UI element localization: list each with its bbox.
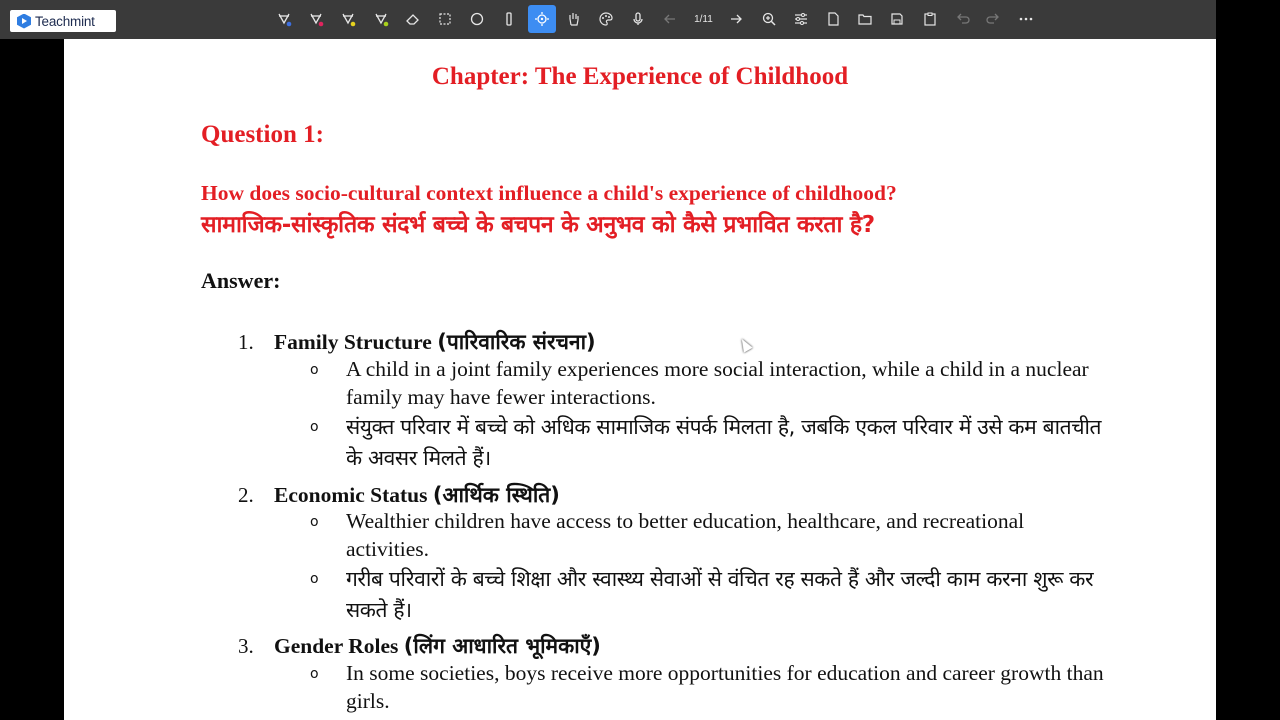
bullet-item — [310, 507, 1110, 563]
teachmint-logo — [10, 10, 116, 32]
bullet-text: गरीब परिवारों के बच्चे शिक्षा और स्वास्थ्य सेवाओं से वंचित रह सकते हैं और जल्दी काम करना शुरू कर सकते हैं। — [346, 567, 1094, 622]
pen-blue-icon[interactable] — [270, 5, 298, 33]
list-item-heading — [274, 632, 601, 660]
zoom-icon[interactable] — [755, 5, 783, 33]
list-item-heading-hi: (लिंग आधारित भूमिकाएँ) — [403, 634, 601, 658]
list-item-gender-roles — [238, 632, 601, 660]
palette-icon[interactable] — [592, 5, 620, 33]
highlighter-green-icon[interactable] — [367, 5, 395, 33]
next-page-icon[interactable] — [722, 5, 750, 33]
bullet-marker: o — [310, 362, 319, 378]
bullet-marker: o — [310, 571, 319, 587]
clipboard-icon[interactable] — [916, 5, 944, 33]
bullet-text: संयुक्त परिवार में बच्चे को अधिक सामाजिक संपर्क मिलता है, जबकि एकल परिवार में उसे कम बातचीत के अवसर मिलते हैं। — [346, 415, 1102, 470]
select-rect-icon[interactable] — [431, 5, 459, 33]
microphone-icon[interactable] — [624, 5, 652, 33]
prev-page-icon[interactable] — [656, 5, 684, 33]
answer-label: Answer: — [201, 268, 281, 293]
annotation-toolbar — [270, 5, 1044, 33]
bullet-item — [310, 412, 1110, 474]
question-heading: Question 1: — [201, 121, 324, 148]
list-item-heading-en: Family Structure — [274, 330, 438, 354]
bullet-marker: o — [310, 514, 319, 530]
settings-sliders-icon[interactable] — [787, 5, 815, 33]
document-page — [64, 39, 1216, 720]
pen-red-icon[interactable] — [302, 5, 330, 33]
highlighter-yellow-icon[interactable] — [334, 5, 362, 33]
bullet-item — [310, 355, 1110, 411]
bullet-marker: o — [310, 419, 319, 435]
bullet-text: In some societies, boys receive more opportunities for education and career growth than girls. — [346, 661, 1104, 713]
bullet-marker: o — [310, 666, 319, 682]
bullet-item — [310, 659, 1110, 715]
list-item-number: 3. — [238, 634, 254, 658]
undo-icon[interactable] — [948, 5, 976, 33]
list-item-economic-status — [238, 481, 560, 509]
bullet-text: A child in a joint family experiences more social interaction, while a child in a nuclear family may have fewer interactions. — [346, 357, 1089, 409]
page-counter: 1/11 — [694, 13, 713, 25]
logo-text: Teachmint — [35, 13, 95, 29]
list-item-heading — [274, 481, 560, 509]
bullet-item — [310, 564, 1110, 626]
redo-icon[interactable] — [980, 5, 1008, 33]
mouse-cursor-icon — [737, 336, 752, 352]
shape-circle-icon[interactable] — [463, 5, 491, 33]
new-page-icon[interactable] — [819, 5, 847, 33]
save-icon[interactable] — [883, 5, 911, 33]
question-text-hindi: सामाजिक-सांस्कृतिक संदर्भ बच्चे के बचपन के अनुभव को कैसे प्रभावित करता है? — [201, 212, 875, 238]
top-toolbar — [0, 0, 1216, 39]
eraser-icon[interactable] — [399, 5, 427, 33]
bullet-text: Wealthier children have access to better education, healthcare, and recreational activities. — [346, 509, 1025, 561]
list-item-heading-en: Gender Roles — [274, 634, 404, 658]
teachmint-logo-icon — [17, 14, 31, 29]
list-item-number: 1. — [238, 330, 254, 354]
list-item-heading — [274, 328, 596, 356]
text-box-icon[interactable] — [495, 5, 523, 33]
list-item-family-structure — [238, 328, 596, 356]
laser-pointer-icon[interactable] — [528, 5, 556, 33]
list-item-heading-en: Economic Status — [274, 483, 433, 507]
chapter-title: Chapter: The Experience of Childhood — [431, 63, 849, 90]
open-folder-icon[interactable] — [851, 5, 879, 33]
more-icon[interactable] — [1012, 5, 1040, 33]
list-item-heading-hi: (आर्थिक स्थिति) — [432, 483, 560, 507]
hand-pan-icon[interactable] — [560, 5, 588, 33]
list-item-number: 2. — [238, 483, 254, 507]
list-item-heading-hi: (पारिवारिक संरचना) — [437, 330, 596, 354]
question-text-english: How does socio-cultural context influence a child's experience of childhood? — [201, 181, 897, 205]
